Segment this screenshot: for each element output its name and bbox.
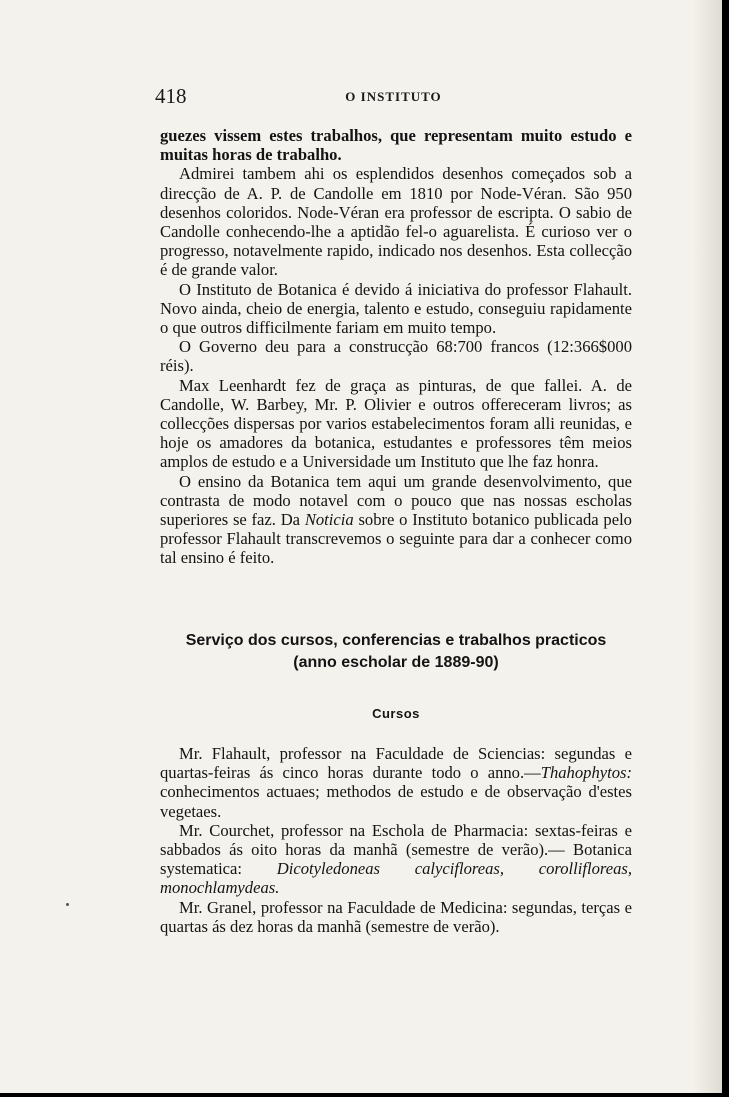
italic-term: Thahophytos: [540,763,632,783]
text-run: Mr. Courchet, professor na Eschola de Pharmacia: sextas-feiras e sabbados ás oito horas da manhã (semestre de verão).— Botanica systematica: [160,820,632,879]
text-run: conhecimentos actuaes; methodos de estudo e de observação d'estes vegetaes. [160,782,632,821]
italic-term: Dicotyledoneas calycifloreas, corollifloreas, monochlamydeas. [160,859,632,898]
text-run: O ensino da Botanica tem aqui um grande desenvolvimento, que contrasta de modo notavel com o pouco que nas nossas escholas superiores se faz. Da [160,471,632,530]
subsection-heading: Cursos [372,706,420,721]
italic-title: Noticia [304,510,354,530]
paragraph [160,472,632,568]
paragraph: Mr. Granel, professor na Faculdade de Medicina: segundas, terças e quartas ás dez horas da manhã (semestre de verão). [160,897,632,936]
paragraph: O Instituto de Botanica é devido á iniciativa do professor Flahault. Novo ainda, cheio de energia, talento e estudo, conseguiu rapidamente o que outros difficilmente fariam em muito tempo. [160,279,632,338]
paragraph: O Governo deu para a construcção 68:700 francos (12:366$000 réis). [160,337,632,376]
body-text-block-1 [160,126,632,568]
section-title-line: (anno escholar de 1889-90) [293,654,499,671]
page-number: 418 [155,84,187,108]
paragraph: guezes vissem estes trabalhos, que representam muito estudo e muitas horas de trabalho. [160,126,632,165]
paragraph [160,744,632,821]
page-header [155,84,632,108]
running-title: O INSTITUTO [345,89,442,104]
paragraph: Max Leenhardt fez de graça as pinturas, de que fallei. A. de Candolle, W. Barbey, Mr. P. Olivier e outros offereceram livros; as collecções dispersas por varios estabelecimentos foram alli reunidas, e hoje os amadores da botanica, estudantes e professores têm meios amplos de estudo e a Universidade um Instituto que lhe faz honra. [160,375,632,472]
body-text-block-2 [160,744,632,936]
section-heading [160,630,632,674]
paragraph [160,821,632,898]
text-run: sobre o Instituto botanico publicada pelo professor Flahault transcrevemos o seguinte para dar a conhecer como tal ensino é feito. [160,510,632,568]
section-title-line: Serviço dos cursos, conferencias e trabalhos practicos [185,632,607,649]
text-run: Mr. Flahault, professor na Faculdade de Sciencias: segundas e quartas-feiras ás cinco horas durante todo o anno.— [160,744,632,783]
paragraph: Admirei tambem ahi os esplendidos desenhos começados sob a direcção de A. P. de Candolle em 1810 por Node-Véran. São 950 desenhos coloridos. Node-Véran era professor de escripta. O sabio de Candolle conhecendo-lhe a aptidão fel-o aguarelista. É curioso ver o progresso, notavelmente rapido, indicado nos desenhos. Esta collecção é de grande valor. [160,164,632,280]
paper-speck [66,903,69,906]
